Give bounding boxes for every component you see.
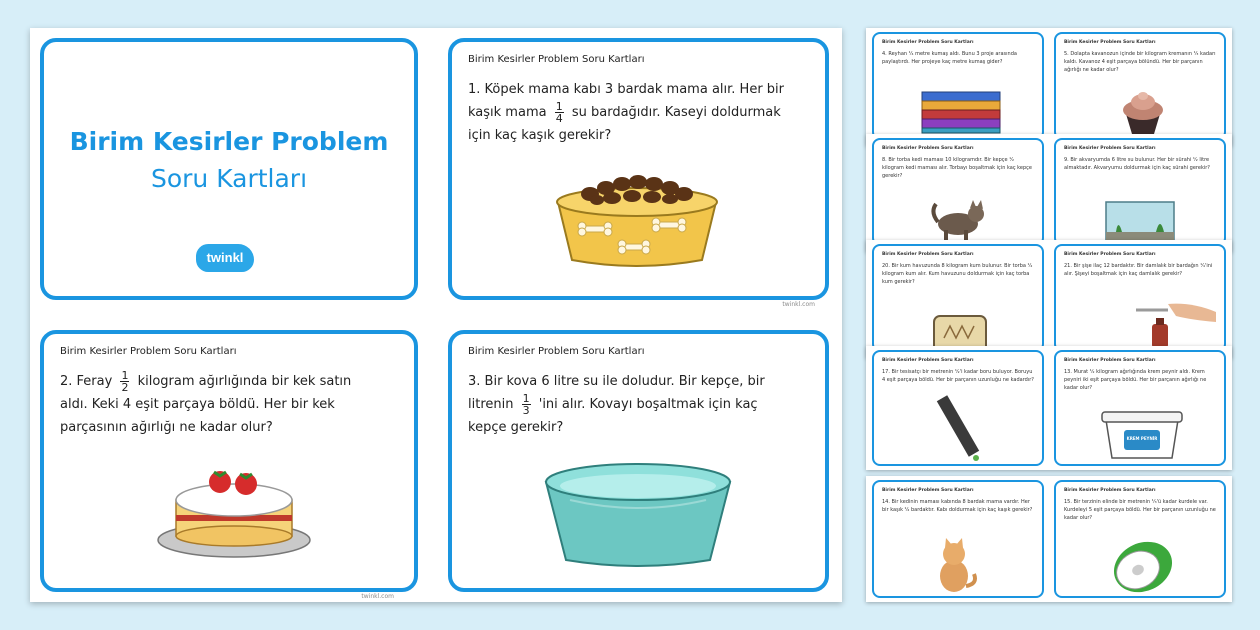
- question-text: 3. Bir kova 6 litre su ile doludur. Bir kepçe, bir litrenin $\frac{1}{3}$ 'ini alır. Kovayı boşaltmak için kaç kepçe gerekir?: [468, 374, 765, 435]
- mini-card: Birim Kesirler Problem Soru Kartları 17. Bir tesisatçı bir metrenin ¹⁄₂'i kadar boru buluyor. Boruyu 4 eşit parçaya böldü. Her bir parçanın uzunluğu ne kadardır?: [872, 350, 1044, 466]
- question-text: 2. Feray $\frac{1}{2}$ kilogram ağırlığında bir kek satın aldı. Keki 4 eşit parçaya böldü. Her bir kek parçasının ağırlığı ne kadar olur?: [60, 369, 352, 435]
- mini-card: Birim Kesirler Problem Soru Kartları 21. Bir şişe ilaç 12 bardaktır. Bir damlalık bir bardağın ¹⁄₄'ini alır. Şişeyi boşaltmak için kaç damlalık gerekir?: [1054, 244, 1226, 352]
- fraction: $\frac{1}{3}$: [522, 392, 530, 417]
- question-text: 1. Köpek mama kabı 3 bardak mama alır. Her bir kaşık mama $\frac{1}{4}$ su bardağıdır. Kaseyi doldurmak için kaç kaşık gerekir?: [468, 82, 785, 143]
- question-card-3: [448, 330, 829, 592]
- mini-card: Birim Kesirler Problem Soru Kartları 4. Reyhan ¹⁄₄ metre kumaş aldı. Bunu 3 proje arasında paylaştırdı. Her projeye kaç metre kumaş gider?: [872, 32, 1044, 140]
- ribbon-spool-image: [1108, 540, 1178, 594]
- page-subtitle: Soru Kartları: [150, 164, 308, 193]
- fabric-stack-image: [918, 90, 1004, 134]
- side-preview-stack: [866, 28, 1232, 602]
- cat-image: [930, 196, 990, 240]
- mini-card: Birim Kesirler Problem Soru Kartları 5. Dolapta kavanozun içinde bir kilogram kremanın ¹⁄₃ kadarı kaldı. Kavanoz 4 eşit parçaya bölündü. Her bir parçanın ağırlığı ne kadar olur?: [1054, 32, 1226, 140]
- site-label: twinkl.com: [361, 593, 394, 600]
- cream-cheese-label: KREM PEYNİR: [1126, 436, 1158, 441]
- water-basin-image: [540, 460, 736, 570]
- mini-card: Birim Kesirler Problem Soru Kartları 14. Bir kedinin maması kabında 8 bardak mama vardır. Her bir kaşık ¹⁄₂ bardaktır. Kabı doldurmak için kaç kaşık gerekir?: [872, 480, 1044, 598]
- dog-food-bowl-image: [552, 172, 722, 268]
- card-header: Birim Kesirler Problem Soru Kartları: [468, 54, 645, 65]
- mini-card: Birim Kesirler Problem Soru Kartları 15. Bir terzinin elinde bir metrenin ¹⁄₃'ü kadar kurdele var. Kurdeleyi 5 eşit parçaya böldü. Her bir parçanın uzunluğu ne kadar olur?: [1054, 480, 1226, 598]
- site-label: twinkl.com: [782, 301, 815, 308]
- fraction: $\frac{1}{4}$: [555, 100, 563, 125]
- preview-page: [866, 476, 1232, 602]
- mini-card: Birim Kesirler Problem Soru Kartları 9. Bir akvaryumda 6 litre su bulunur. Her bir sürahi ¹⁄₂ litre almaktadır. Akvaryumu doldurmak için kaç sürahi gerekir?: [1054, 138, 1226, 246]
- mini-card: Birim Kesirler Problem Soru Kartları 13. Murat ¹⁄₂ kilogram ağırlığında krem peynir aldı. Krem peyniri iki eşit parçaya böldü. Her bir parçanın ağırlığı ne kadar olur? KREM PEYNİR: [1054, 350, 1226, 466]
- cream-cheese-tub-image: [1100, 408, 1184, 460]
- preview-page: [866, 28, 1232, 146]
- page-title: Birim Kesirler Problem: [69, 127, 389, 156]
- twinkl-logo: twinkl: [196, 244, 254, 272]
- preview-page: [866, 240, 1232, 358]
- aquarium-image: [1104, 200, 1176, 242]
- medicine-dropper-image: [1116, 300, 1220, 350]
- pipe-image: [930, 392, 990, 464]
- mini-card: Birim Kesirler Problem Soru Kartları 20. Bir kum havuzunda 8 kilogram kum bulunur. Bir torba ¹⁄₂ kilogram kum alır. Kum havuzunu doldurmak için kaç torba kum gerekir?: [872, 244, 1044, 352]
- main-worksheet-page: [30, 28, 842, 602]
- preview-page: [866, 346, 1232, 470]
- cat-sitting-image: [934, 536, 978, 594]
- mini-card: Birim Kesirler Problem Soru Kartları 8. Bir torba kedi maması 10 kilogramdır. Bir kepçe ¹⁄₂ kilogram kedi maması alır. Torbayı boşaltmak için kaç kepçe gerekir?: [872, 138, 1044, 246]
- card-header: Birim Kesirler Problem Soru Kartları: [60, 346, 237, 357]
- question-card-2: [40, 330, 418, 600]
- cupcake-image: [1118, 92, 1168, 136]
- question-card-1: [448, 38, 829, 308]
- preview-page: [866, 134, 1232, 252]
- strawberry-cake-image: [156, 460, 312, 560]
- fraction: $\frac{1}{2}$: [121, 369, 129, 394]
- card-header: Birim Kesirler Problem Soru Kartları: [468, 346, 645, 357]
- title-card: [40, 38, 418, 300]
